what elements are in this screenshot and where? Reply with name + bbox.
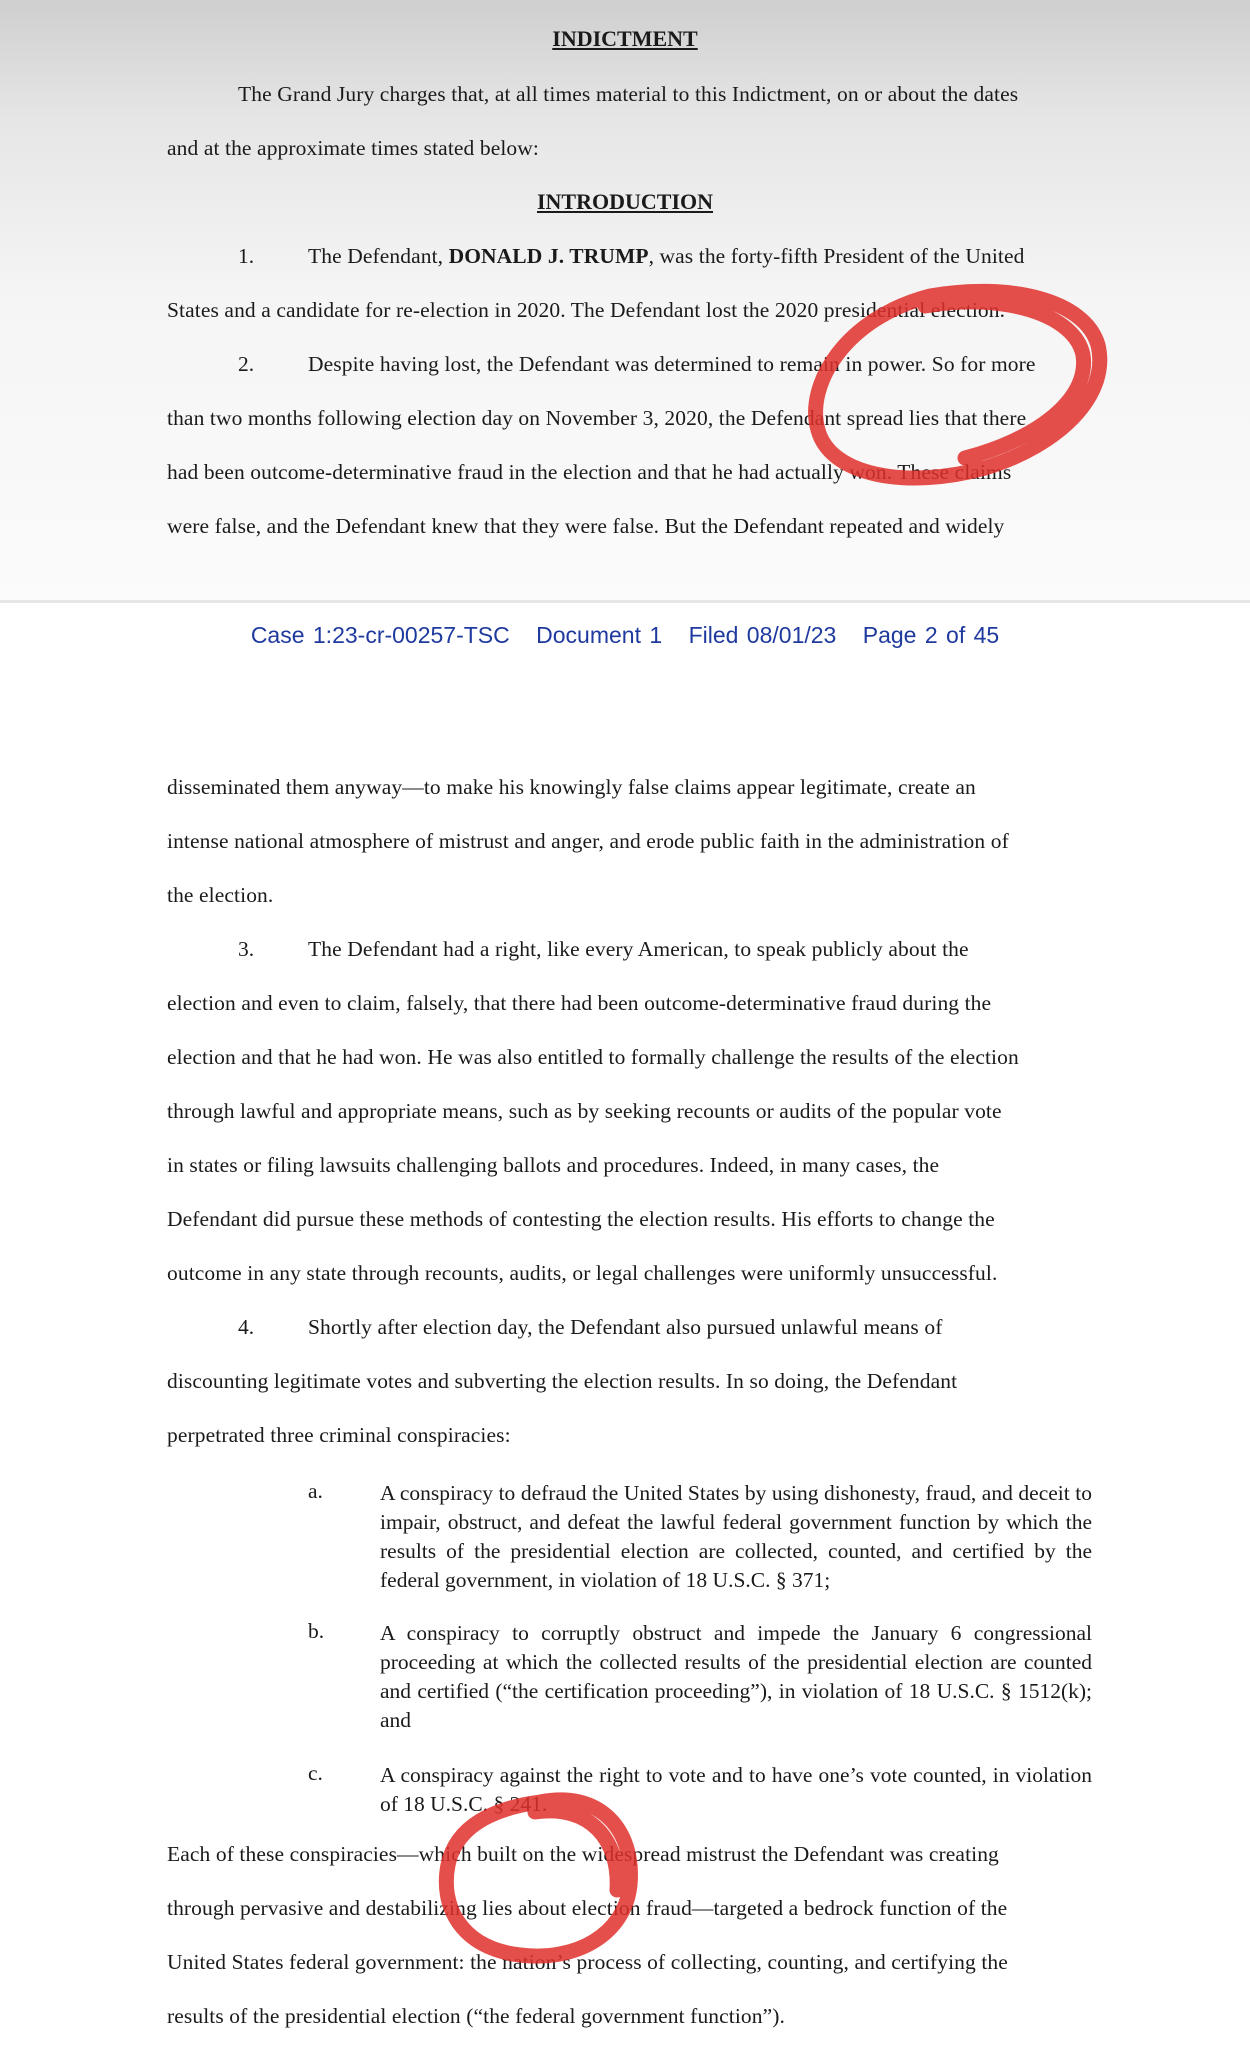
paragraph-2-line-1: Despite having lost, the Defendant was determined to remain in power. So for more (308, 352, 1036, 376)
paragraph-3-line-3: election and that he had won. He was also entitled to formally challenge the results of the election (167, 1045, 1019, 1069)
case-header (0, 622, 1250, 649)
paragraph-2-line-3: had been outcome-determinative fraud in the election and that he had actually won. These claims (167, 460, 1012, 484)
paragraph-number-1: 1. (238, 244, 255, 268)
paragraph-4-line-3: perpetrated three criminal conspiracies: (167, 1423, 511, 1447)
list-item-a-text: A conspiracy to defraud the United States by using dishonesty, fraud, and deceit to impair, obstruct, and defeat the lawful federal government function by which the results of the presidential election are collected, counted, and certified by the federal government, in violation of 18 U.S.C. § 371; (380, 1481, 1092, 1592)
paragraph-number-4: 4. (238, 1315, 255, 1339)
intro-line-1: The Grand Jury charges that, at all times material to this Indictment, on or about the dates (238, 82, 1019, 106)
continuation-line-2: intense national atmosphere of mistrust and anger, and erode public faith in the administration of (167, 829, 1009, 853)
paragraph-3-line-4: through lawful and appropriate means, such as by seeking recounts or audits of the popular vote (167, 1099, 1002, 1123)
closing-line-1: Each of these conspiracies—which built on the widespread mistrust the Defendant was creating (167, 1842, 999, 1866)
list-item-b-text: A conspiracy to corruptly obstruct and impede the January 6 congressional proceeding at which the collected results of the presidential election are counted and certified (“the certification proceeding”), in violation of 18 U.S.C. § 1512(k); and (380, 1621, 1092, 1732)
paragraph-3-line-5: in states or filing lawsuits challenging ballots and procedures. Indeed, in many cases, the (167, 1153, 940, 1177)
paragraph-4-line-1: Shortly after election day, the Defendant also pursued unlawful means of (308, 1315, 943, 1339)
intro-line-2: and at the approximate times stated below: (167, 136, 539, 160)
paragraph-2-line-4: were false, and the Defendant knew that they were false. But the Defendant repeated and widely (167, 514, 1005, 538)
document-number: Document 1 (536, 622, 663, 648)
filed-date: Filed 08/01/23 (688, 622, 837, 648)
list-item-b-letter: b. (308, 1619, 325, 1643)
continuation-line-1: disseminated them anyway—to make his knowingly false claims appear legitimate, create an (167, 775, 976, 799)
paragraph-1-line-2: States and a candidate for re-election in 2020. The Defendant lost the 2020 presidential election. (167, 298, 1006, 322)
paragraph-2-line-2: than two months following election day on November 3, 2020, the Defendant spread lies that there (167, 406, 1027, 430)
paragraph-3-line-6: Defendant did pursue these methods of contesting the election results. His efforts to change the (167, 1207, 995, 1231)
paragraph-1-line-1: The Defendant, DONALD J. TRUMP, was the forty-fifth President of the United (308, 244, 1025, 268)
paragraph-3-line-1: The Defendant had a right, like every American, to speak publicly about the (308, 937, 969, 961)
paragraph-3-line-2: election and even to claim, falsely, that there had been outcome-determinative fraud during the (167, 991, 992, 1015)
closing-line-4: results of the presidential election (“the federal government function”). (167, 2004, 786, 2028)
case-number: Case 1:23-cr-00257-TSC (250, 622, 510, 648)
list-item-c-letter: c. (308, 1761, 323, 1785)
indictment-heading: INDICTMENT (552, 26, 698, 51)
defendant-name: DONALD J. TRUMP (448, 244, 649, 268)
paragraph-number-3: 3. (238, 937, 255, 961)
page-number: Page 2 of 45 (862, 622, 1000, 648)
list-item-a-letter: a. (308, 1479, 323, 1503)
continuation-line-3: the election. (167, 883, 274, 907)
paragraph-4-line-2: discounting legitimate votes and subverting the election results. In so doing, the Defendant (167, 1369, 958, 1393)
closing-line-2: through pervasive and destabilizing lies about election fraud—targeted a bedrock function of the (167, 1896, 1008, 1920)
list-item-c-text: A conspiracy against the right to vote and to have one’s vote counted, in violation of 18 U.S.C. § 241. (380, 1763, 1092, 1816)
paragraph-number-2: 2. (238, 352, 255, 376)
closing-line-3: United States federal government: the nation’s process of collecting, counting, and certifying the (167, 1950, 1008, 1974)
paragraph-3-line-7: outcome in any state through recounts, audits, or legal challenges were uniformly unsuccessful. (167, 1261, 998, 1285)
introduction-heading: INTRODUCTION (536, 189, 714, 214)
